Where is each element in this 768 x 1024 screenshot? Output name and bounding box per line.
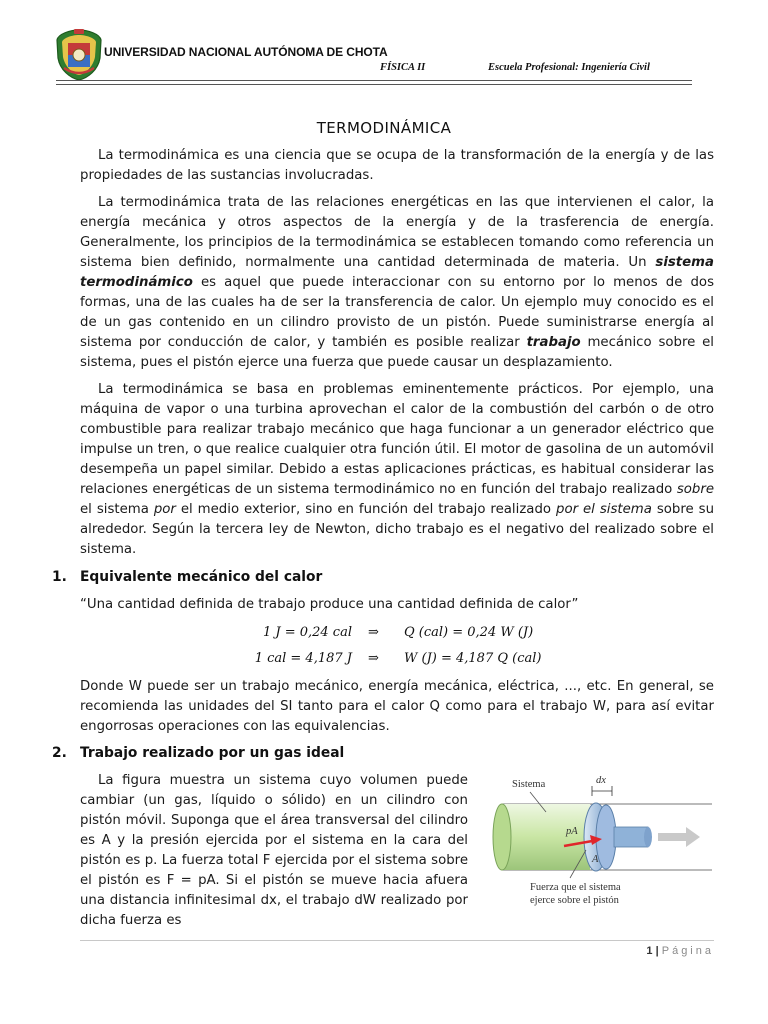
term-sistema-termodinamico: sistema termodinámico bbox=[80, 255, 714, 290]
equation-1-left: 1 J = 0,24 cal bbox=[262, 625, 352, 640]
figure-caption-line-2: ejerce sobre el pistón bbox=[530, 895, 619, 906]
paragraph-practical-text-4: sobre su alrededor. Según la tercera ley de Newton, dicho trabajo es el negativo del realizado sobre el sistema. bbox=[80, 502, 715, 557]
paragraph-practical-text-1: La termodinámica se basa en problemas eminentemente prácticos. Por ejemplo, una máquina de vapor o una turbina aprovechan el calor de la combustión del carbón o de otro combustible para realizar trabajo mecánico que haga funcionar a un generador eléctrico que impulse un tren, o que realice cualquier otra función útil. El motor de gasolina de un automóvil desempeña un papel similar. Debido a estas aplicaciones prácticas, es habitual considerar las relaciones energéticas de un sistema termodinámico no en función del trabajo realizado bbox=[80, 382, 714, 497]
page-footer bbox=[646, 945, 714, 957]
equation-2-implies: ⇒ bbox=[368, 651, 379, 666]
page-number: 1 bbox=[646, 945, 653, 957]
paragraph-units: Donde W puede ser un trabajo mecánico, energía mecánica, eléctrica, ..., etc. En general, se recomienda las unidades del SI tanto para el calor Q como para el trabajo W, para así evitar engorrosas operaciones con las equivalencias. bbox=[80, 679, 714, 734]
paragraph-system bbox=[80, 193, 714, 373]
section-1-title: Equivalente mecánico del calor bbox=[80, 569, 323, 585]
quote-statement: “Una cantidad definida de trabajo produce una cantidad definida de calor” bbox=[80, 597, 579, 612]
paragraph-figure-description: La figura muestra un sistema cuyo volumen puede cambiar (un gas, líquido o sólido) en un cilindro con pistón móvil. Suponga que el área transversal del cilindro es A y la presión ejercida por el sistema en la cara del pistón es p. La fuerza total F ejercida por el sistema sobre el pistón es F = pA. Si el pistón se mueve hacia afuera una distancia infinitesimal dx, el trabajo dW realizado por dicha fuerza es bbox=[80, 773, 468, 928]
header-divider-2 bbox=[56, 84, 692, 85]
header-divider bbox=[56, 80, 692, 81]
figure-label-area: A bbox=[592, 854, 599, 865]
paragraph-intro: La termodinámica es una ciencia que se ocupa de la transformación de la energía y de las propiedades de las sustancias involucradas. bbox=[80, 148, 714, 183]
paragraph-system-text-2: es aquel que puede interaccionar con su entorno por lo menos de dos formas, una de las cuales ha de ser la transferencia de calor. Un ejemplo muy conocido es el de un gas contenido en un cilindro provisto de un pistón. Puede suministrarse energía al sistema por conducción de calor, y también es posible realizar bbox=[80, 275, 714, 350]
paragraph-practical-text-3: el medio exterior, sino en función del trabajo realizado bbox=[175, 502, 556, 517]
figure-label-pA: pA bbox=[566, 826, 578, 837]
piston-rod bbox=[614, 827, 648, 847]
document-title: TERMODINÁMICA bbox=[316, 119, 452, 137]
paragraph-practical bbox=[80, 380, 714, 560]
university-seal-logo bbox=[54, 28, 104, 82]
paragraph-system-text-1: La termodinámica trata de las relaciones energéticas en las que intervienen el calor, la energía mecánica y otros aspectos de la energía y de la trasferencia de energía. Generalmente, los principios de la termodinámica se establecen tomando como referencia un sistema bien definido, normalmente una cantidad determinada de materia. Un bbox=[80, 195, 714, 270]
motion-arrow-icon bbox=[658, 827, 700, 847]
paragraph-practical-text-2: el sistema bbox=[80, 502, 154, 517]
figure-caption-line-1: Fuerza que el sistema bbox=[530, 882, 621, 893]
section-1-number: 1. bbox=[52, 569, 67, 585]
gas-system-body bbox=[502, 804, 590, 870]
course-name: FÍSICA II bbox=[380, 62, 426, 73]
section-2-number: 2. bbox=[52, 745, 67, 761]
term-sobre: sobre bbox=[676, 482, 714, 497]
university-name: UNIVERSIDAD NACIONAL AUTÓNOMA DE CHOTA bbox=[104, 45, 388, 59]
school-name: Escuela Profesional: Ingeniería Civil bbox=[488, 62, 650, 73]
figure-label-system: Sistema bbox=[512, 779, 546, 790]
section-heading-2 bbox=[52, 745, 344, 761]
cylinder-piston-figure bbox=[486, 774, 712, 908]
equation-2-left: 1 cal = 4,187 J bbox=[254, 651, 352, 666]
footer-separator: | bbox=[655, 945, 659, 957]
term-trabajo: trabajo bbox=[526, 335, 581, 350]
equation-1-implies: ⇒ bbox=[368, 625, 379, 640]
paragraph-system-text-3: mecánico sobre el sistema, pues el pistón ejerce una fuerza que puede causar un desplazamiento. bbox=[80, 335, 714, 370]
section-2-title: Trabajo realizado por un gas ideal bbox=[80, 745, 345, 761]
footer-divider bbox=[80, 940, 714, 941]
cylinder-end-cap bbox=[493, 804, 511, 870]
piston-face bbox=[596, 805, 616, 869]
page-label: Página bbox=[661, 945, 714, 957]
equation-1-right: Q (cal) = 0,24 W (J) bbox=[404, 625, 534, 640]
section-heading-1 bbox=[52, 569, 322, 585]
equation-2-right: W (J) = 4,187 Q (cal) bbox=[404, 651, 542, 666]
term-por-el-sistema: por el sistema bbox=[556, 502, 652, 517]
term-por: por bbox=[153, 502, 176, 517]
figure-label-dx: dx bbox=[596, 775, 606, 786]
piston-rod-end bbox=[644, 827, 652, 847]
